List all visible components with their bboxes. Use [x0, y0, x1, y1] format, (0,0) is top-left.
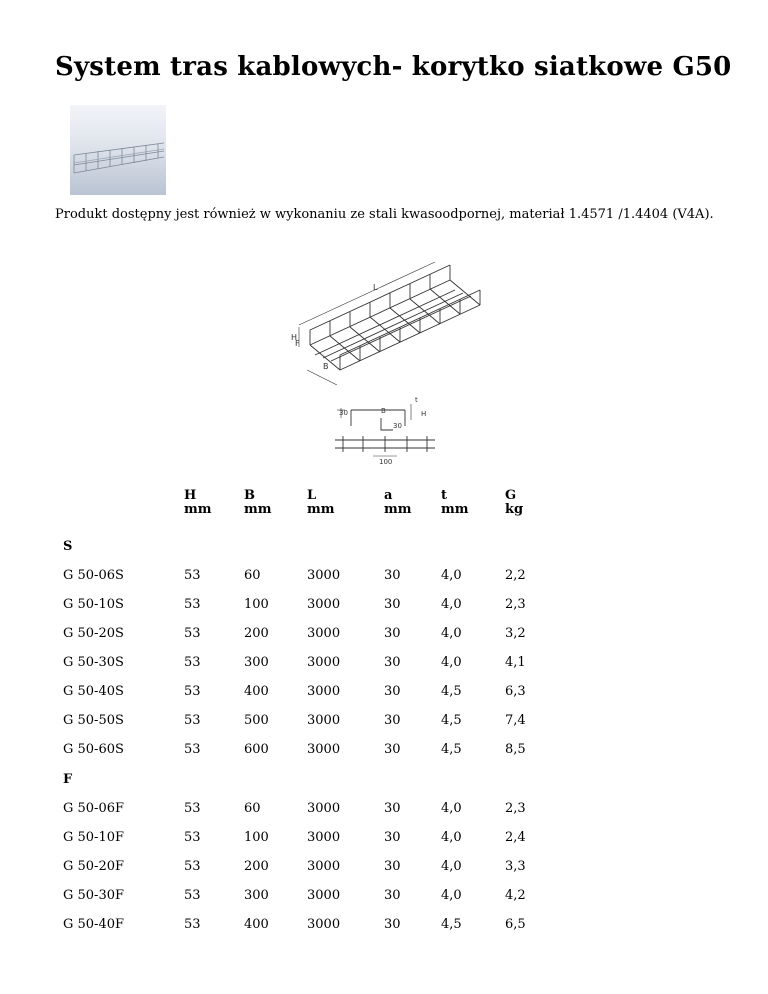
value-cell: 4,5: [441, 917, 462, 932]
value-cell: 53: [184, 742, 201, 757]
header-cell-empty: [55, 483, 176, 531]
table-row: [55, 590, 555, 619]
value-cell: 3000: [307, 801, 341, 816]
value-cell: 4,1: [505, 655, 526, 670]
value-cell: 2,3: [505, 801, 526, 816]
dim-label-b: B: [323, 362, 329, 371]
page-title: System tras kablowych- korytko siatkowe G50: [55, 52, 732, 82]
value-cell: 4,0: [441, 859, 462, 874]
value-cell: 53: [184, 917, 201, 932]
value-cell: 53: [184, 626, 201, 641]
value-cell: 500: [244, 713, 269, 728]
value-cell: 30: [384, 742, 401, 757]
value-cell: 2,4: [505, 830, 526, 845]
value-cell: 3000: [307, 917, 341, 932]
value-cell: 53: [184, 684, 201, 699]
value-cell: 53: [184, 713, 201, 728]
value-cell: 4,0: [441, 888, 462, 903]
intro-text: Produkt dostępny jest również w wykonaniu ze stali kwasoodpornej, materiał 1.4571 /1.4404 (V4A).: [55, 207, 714, 222]
value-cell: 53: [184, 801, 201, 816]
section-label-b: B: [381, 407, 386, 415]
value-cell: 60: [244, 568, 261, 583]
value-cell: 300: [244, 888, 269, 903]
header-cell-l: L mm: [307, 488, 335, 517]
value-cell: 400: [244, 684, 269, 699]
value-cell: 30: [384, 597, 401, 612]
product-code-cell: G 50-60S: [63, 742, 124, 757]
dim-label-l: L: [373, 283, 378, 292]
value-cell: 30: [384, 626, 401, 641]
product-code-cell: G 50-06S: [63, 568, 124, 583]
value-cell: 30: [384, 655, 401, 670]
header-cell-b: B mm: [244, 488, 272, 517]
value-cell: 200: [244, 626, 269, 641]
table-row: [55, 852, 555, 881]
value-cell: 3,2: [505, 626, 526, 641]
value-cell: 3000: [307, 742, 341, 757]
value-cell: 30: [384, 917, 401, 932]
value-cell: 3,3: [505, 859, 526, 874]
value-cell: 30: [384, 684, 401, 699]
product-photo: [70, 105, 166, 195]
value-cell: 600: [244, 742, 269, 757]
table-row: [55, 561, 555, 590]
header-row: [55, 483, 555, 531]
table-row: [55, 735, 555, 764]
value-cell: 30: [384, 801, 401, 816]
product-code-cell: G 50-30F: [63, 888, 125, 903]
dim-label-h: H: [291, 333, 298, 342]
value-cell: 300: [244, 655, 269, 670]
value-cell: 7,4: [505, 713, 526, 728]
value-cell: 4,5: [441, 742, 462, 757]
value-cell: 3000: [307, 655, 341, 670]
value-cell: 4,0: [441, 568, 462, 583]
table-row: [55, 823, 555, 852]
header-cell-t: t mm: [441, 488, 469, 517]
table-row: [55, 794, 555, 823]
value-cell: 3000: [307, 597, 341, 612]
section-label-30-bottom: 30: [393, 422, 402, 430]
product-code-cell: G 50-30S: [63, 655, 124, 670]
value-cell: 4,5: [441, 713, 462, 728]
product-code-cell: G 50-40S: [63, 684, 124, 699]
value-cell: 3000: [307, 684, 341, 699]
value-cell: 200: [244, 859, 269, 874]
value-cell: 4,0: [441, 626, 462, 641]
section-label-t: t: [415, 396, 418, 404]
value-cell: 3000: [307, 859, 341, 874]
value-cell: 3000: [307, 888, 341, 903]
value-cell: 4,2: [505, 888, 526, 903]
section-label-100: 100: [379, 458, 393, 465]
value-cell: 2,3: [505, 597, 526, 612]
table-row: [55, 706, 555, 735]
value-cell: 8,5: [505, 742, 526, 757]
value-cell: 4,5: [441, 684, 462, 699]
table-row: [55, 677, 555, 706]
value-cell: 30: [384, 568, 401, 583]
value-cell: 100: [244, 830, 269, 845]
value-cell: 400: [244, 917, 269, 932]
value-cell: 6,3: [505, 684, 526, 699]
value-cell: 30: [384, 713, 401, 728]
product-code-cell: G 50-50S: [63, 713, 124, 728]
header-cell-h: H mm: [184, 488, 212, 517]
value-cell: 60: [244, 801, 261, 816]
spec-table: [55, 483, 555, 939]
product-code-cell: G 50-10F: [63, 830, 125, 845]
group-label: S: [63, 538, 73, 554]
value-cell: 53: [184, 597, 201, 612]
value-cell: 30: [384, 888, 401, 903]
value-cell: 53: [184, 568, 201, 583]
value-cell: 53: [184, 859, 201, 874]
value-cell: 3000: [307, 626, 341, 641]
section-label-h: H: [421, 410, 427, 418]
section-label-30-top: 30: [339, 409, 348, 417]
product-code-cell: G 50-06F: [63, 801, 125, 816]
group-row: [55, 764, 555, 794]
value-cell: 100: [244, 597, 269, 612]
value-cell: 3000: [307, 830, 341, 845]
value-cell: 53: [184, 888, 201, 903]
value-cell: 53: [184, 830, 201, 845]
value-cell: 4,0: [441, 655, 462, 670]
value-cell: 4,0: [441, 801, 462, 816]
dim-label-f: F: [295, 339, 300, 348]
table-row: [55, 910, 555, 939]
header-cell-g: G kg: [505, 488, 524, 517]
value-cell: 4,0: [441, 597, 462, 612]
group-row: [55, 531, 555, 561]
product-code-cell: G 50-40F: [63, 917, 125, 932]
value-cell: 30: [384, 859, 401, 874]
value-cell: 30: [384, 830, 401, 845]
product-code-cell: G 50-20F: [63, 859, 125, 874]
table-row: [55, 881, 555, 910]
group-label: F: [63, 771, 73, 787]
value-cell: 4,0: [441, 830, 462, 845]
tray-drawing: [285, 245, 485, 385]
header-cell-a: a mm: [384, 488, 412, 517]
value-cell: 3000: [307, 713, 341, 728]
value-cell: 53: [184, 655, 201, 670]
table-row: [55, 648, 555, 677]
table-row: [55, 619, 555, 648]
cross-section-drawing: [285, 390, 445, 465]
value-cell: 3000: [307, 568, 341, 583]
value-cell: 2,2: [505, 568, 526, 583]
product-code-cell: G 50-20S: [63, 626, 124, 641]
value-cell: 6,5: [505, 917, 526, 932]
product-code-cell: G 50-10S: [63, 597, 124, 612]
